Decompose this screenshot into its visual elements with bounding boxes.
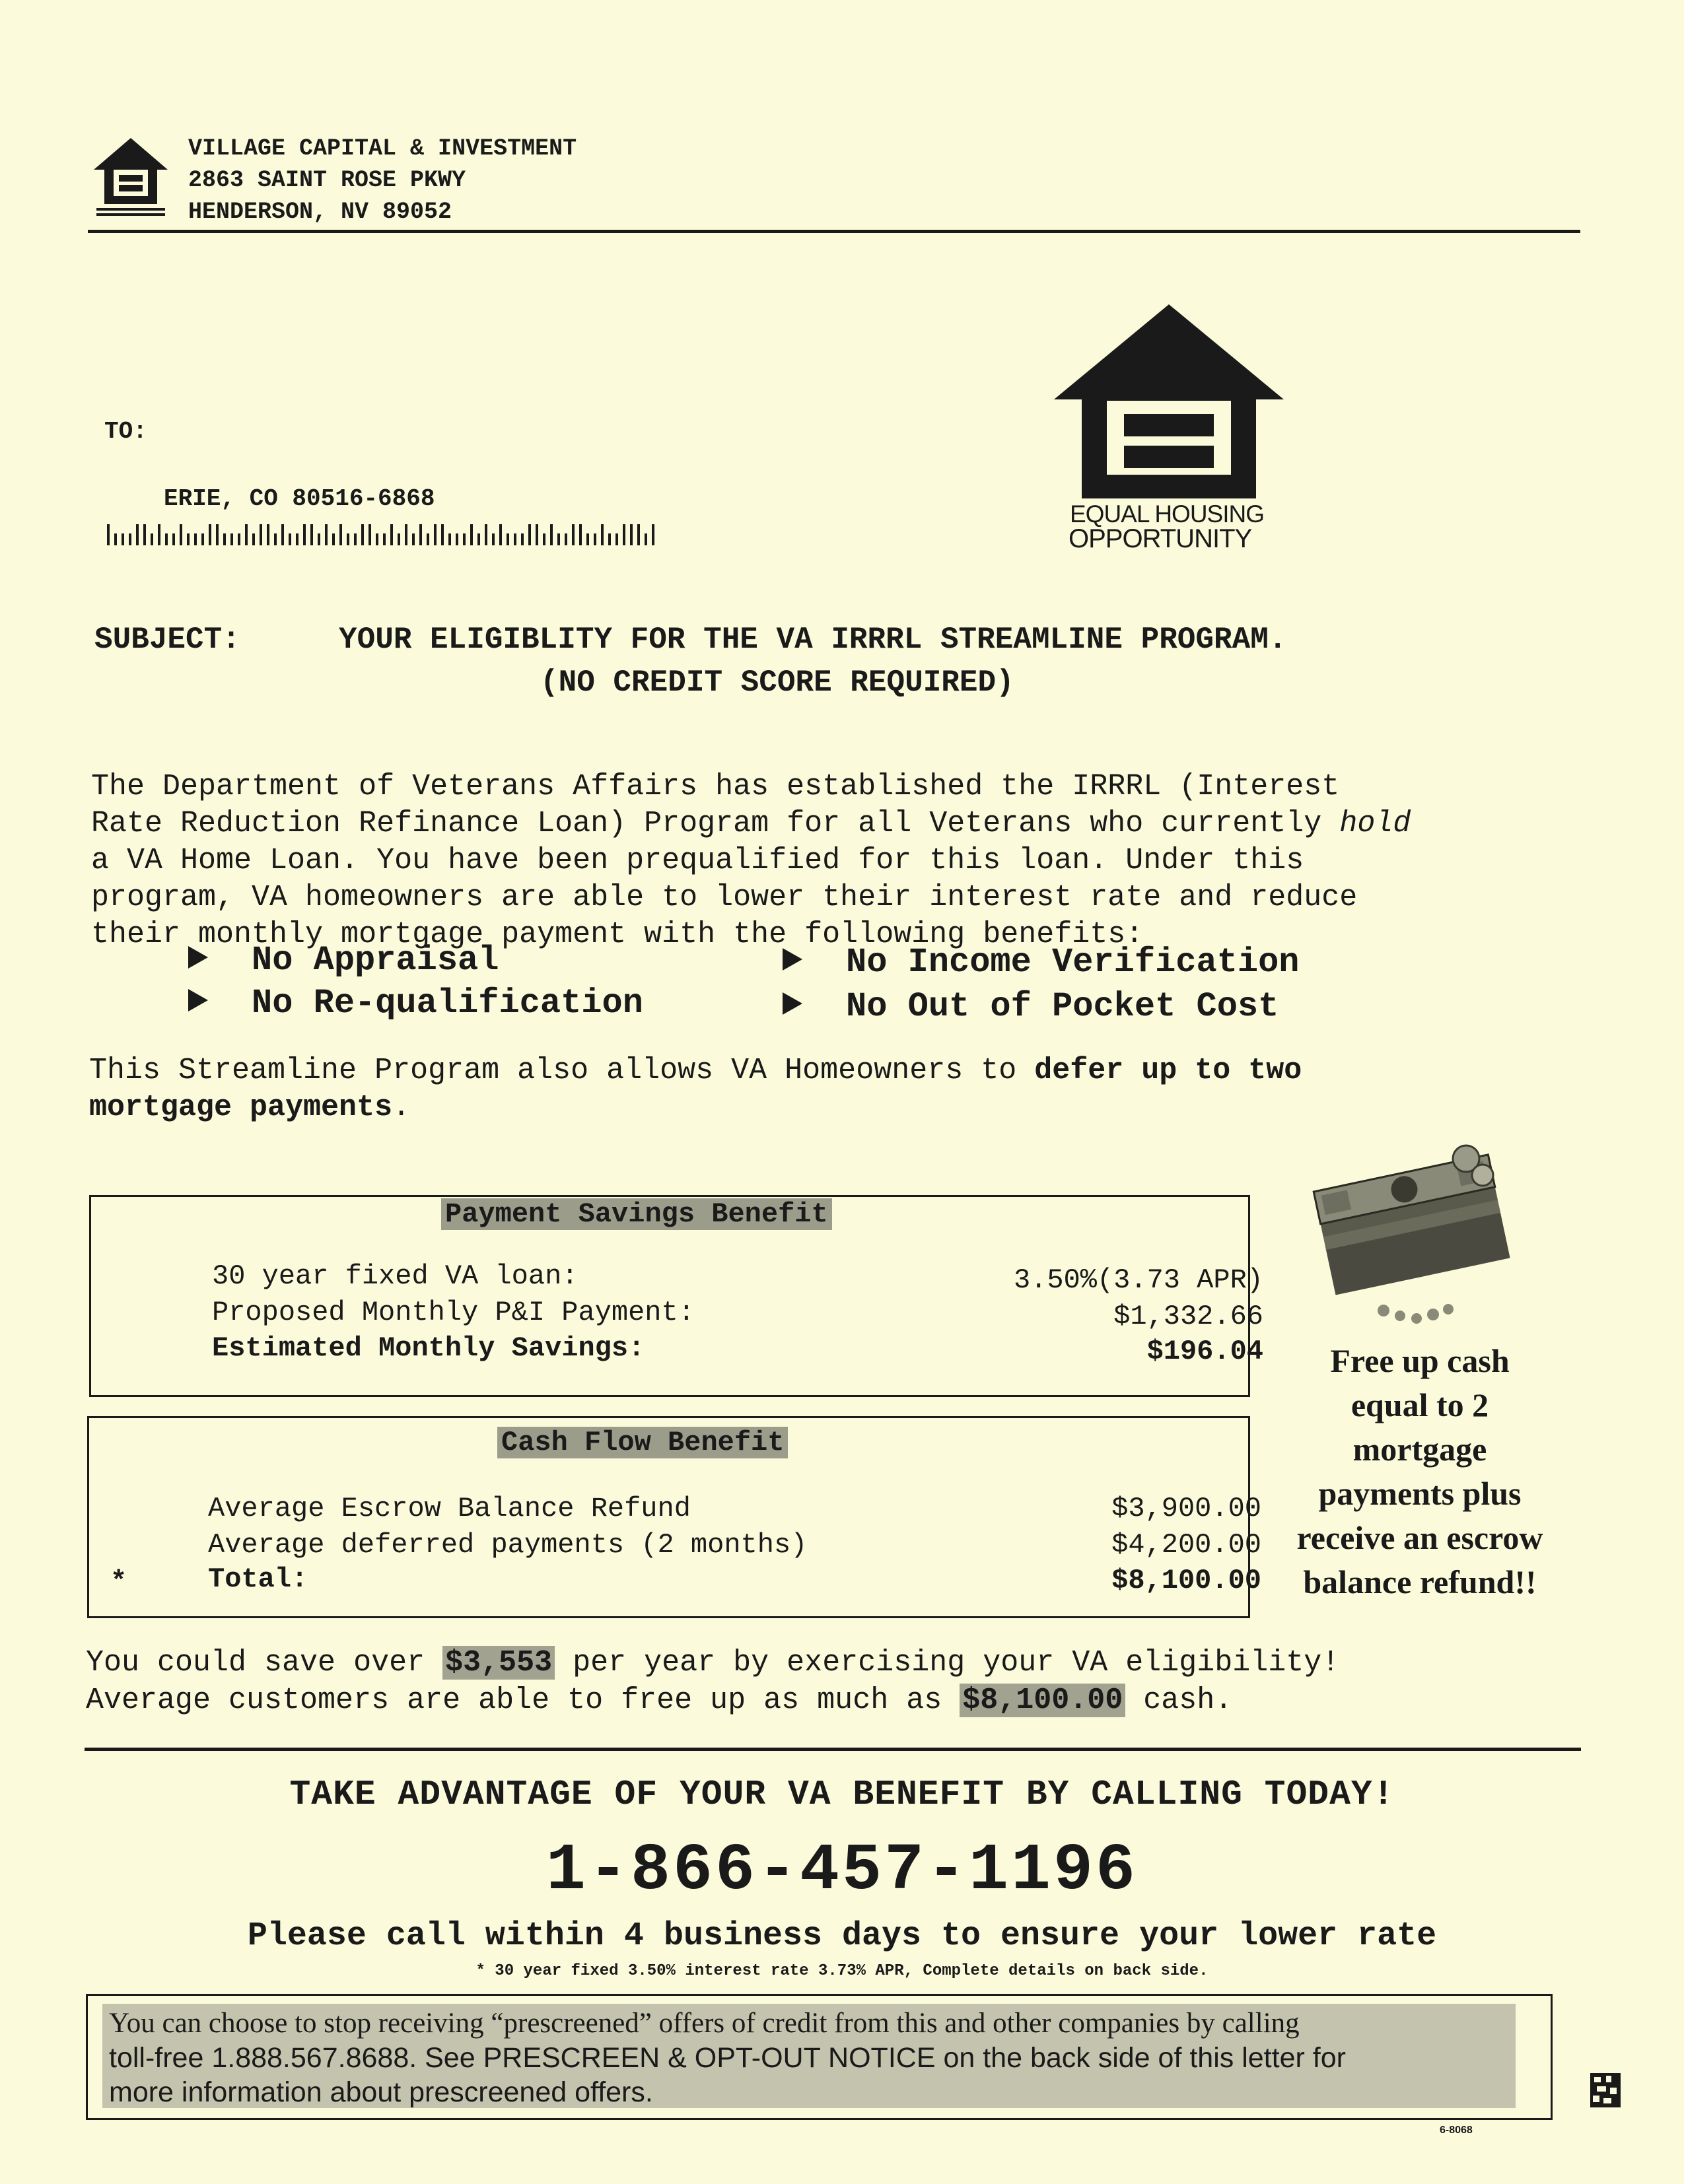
arrow-bullet-icon: [783, 992, 802, 1015]
payment-savings-title: Payment Savings Benefit: [441, 1198, 832, 1230]
intro-line1: The Department of Veterans Affairs has established the IRRRL (Interest: [91, 770, 1340, 803]
benefit-item: No Appraisal: [188, 941, 499, 980]
cta-headline: TAKE ADVANTAGE OF YOUR VA BENEFIT BY CALLING TODAY!: [289, 1775, 1395, 1814]
payment-row-value: 3.50%(3.73 APR): [1013, 1264, 1263, 1296]
cash-row-label: Total:: [208, 1563, 308, 1595]
intro-line4: program, VA homeowners are able to lower their interest rate and reduce: [91, 881, 1358, 914]
benefit-item: No Income Verification: [783, 943, 1300, 982]
equal-housing-line1: EQUAL HOUSING: [1070, 500, 1265, 528]
payment-row-value: $196.04: [1146, 1336, 1263, 1367]
form-code: 6-8068: [1440, 2125, 1473, 2136]
subject-line1: YOUR ELIGIBLITY FOR THE VA IRRRL STREAMLINE PROGRAM.: [339, 623, 1287, 657]
payment-row-label: 30 year fixed VA loan:: [212, 1260, 579, 1292]
streamline-bold-1: defer up to two: [1034, 1054, 1302, 1087]
payment-row-value: $1,332.66: [1113, 1301, 1263, 1332]
urgency-line: Please call within 4 business days to ensure your lower rate: [247, 1917, 1437, 1955]
cta-divider: [85, 1748, 1581, 1751]
payment-savings-box: [89, 1195, 1263, 1397]
header-divider: [88, 230, 1580, 233]
2d-barcode-icon: [1590, 2073, 1621, 2107]
to-label: TO:: [104, 418, 147, 445]
opt-out-line2: toll-free 1.888.567.8688. See PRESCREEN & OPT-OUT NOTICE on the back side of this letter for: [109, 2042, 1346, 2074]
cash-row-value: $4,200.00: [1111, 1529, 1261, 1561]
phone-number: 1-866-457-1196: [545, 1834, 1139, 1909]
opt-out-line3: more information about prescreened offers.: [109, 2076, 653, 2108]
intro-paragraph: [91, 732, 1411, 953]
cash-row-label: Average deferred payments (2 months): [208, 1529, 808, 1561]
opt-out-notice-box: [86, 1994, 1553, 2120]
payment-row-label: Proposed Monthly P&I Payment:: [212, 1297, 695, 1328]
recipient-city-line: ERIE, CO 80516-6868: [164, 485, 435, 512]
cash-amount-highlight: $8,100.00: [960, 1684, 1125, 1717]
equal-housing-house-icon: [1050, 300, 1288, 505]
intro-line5: their monthly mortgage payment with the following benefits:: [91, 918, 1144, 951]
small-equal-housing-logo: [91, 135, 170, 221]
streamline-paragraph: This Streamline Program also allows VA Homeowners to defer up to two mortgage payments.: [89, 1054, 1302, 1124]
cash-row-value: $3,900.00: [1111, 1493, 1261, 1524]
cash-flow-title: Cash Flow Benefit: [497, 1427, 788, 1458]
benefit-item: No Re-qualification: [188, 984, 643, 1023]
sender-address-line1: 2863 SAINT ROSE PKWY: [188, 167, 466, 193]
rate-footnote: * 30 year fixed 3.50% interest rate 3.73% APR, Complete details on back side.: [475, 1962, 1209, 1980]
arrow-bullet-icon: [188, 946, 208, 969]
intro-line2: Rate Reduction Refinance Loan) Program for all Veterans who currently: [91, 807, 1340, 840]
sender-address-line2: HENDERSON, NV 89052: [188, 199, 452, 225]
streamline-bold-2: mortgage payments: [89, 1091, 393, 1124]
sender-name: VILLAGE CAPITAL & INVESTMENT: [188, 135, 577, 162]
opt-out-line1: You can choose to stop receiving “prescreened” offers of credit from this and other companies by calling: [109, 2008, 1300, 2039]
arrow-bullet-icon: [188, 989, 208, 1011]
arrow-bullet-icon: [783, 948, 802, 971]
intro-line2-italic: hold: [1339, 807, 1411, 840]
savings-amount-highlight: $3,553: [442, 1646, 555, 1680]
savings-statement: You could save over $3,553 per year by exercising your VA eligibility! Average customers are able to free up as much as $8,100.00 cash.: [86, 1646, 1340, 1717]
subject-label: SUBJECT:: [94, 623, 240, 657]
side-caption: Free up cash equal to 2 mortgage payments plus receive an escrow balance refund!!: [1296, 1342, 1543, 1600]
cash-total-star: *: [110, 1566, 127, 1598]
payment-row-label: Estimated Monthly Savings:: [212, 1332, 645, 1364]
benefit-item: No Out of Pocket Cost: [783, 987, 1279, 1026]
cash-row-label: Average Escrow Balance Refund: [208, 1493, 691, 1524]
equal-housing-line2: OPPORTUNITY: [1069, 524, 1252, 553]
postal-barcode: [106, 522, 660, 548]
intro-line3: a VA Home Loan. You have been prequalified for this loan. Under this: [91, 844, 1304, 877]
cash-row-value: $8,100.00: [1111, 1565, 1261, 1596]
cash-flow-box: [87, 1416, 1261, 1618]
money-stack-illustration: [1304, 1132, 1522, 1330]
subject-line2: (NO CREDIT SCORE REQUIRED): [540, 665, 1014, 700]
